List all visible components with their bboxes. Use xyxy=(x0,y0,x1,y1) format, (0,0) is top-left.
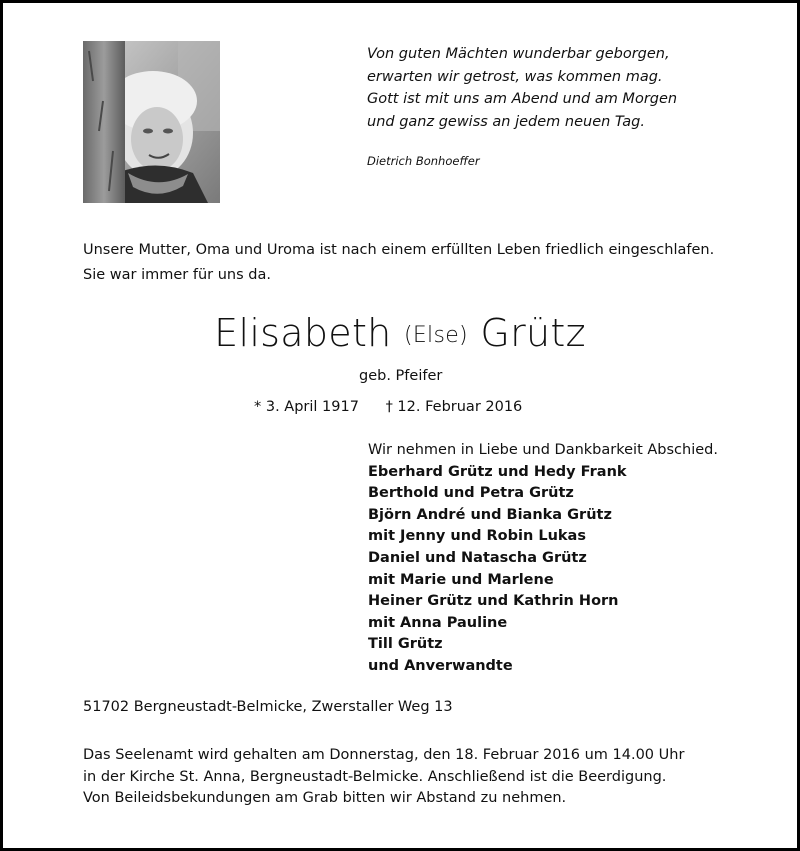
deceased-name xyxy=(3,311,797,355)
poem-author: Dietrich Bonhoeffer xyxy=(367,154,480,168)
mourner-line: Heiner Grütz und Kathrin Horn xyxy=(368,593,619,610)
service-info xyxy=(83,745,783,810)
mourner-line: mit Anna Pauline xyxy=(368,614,508,631)
intro-text xyxy=(83,238,763,288)
mourner-line: Eberhard Grütz und Hedy Frank xyxy=(368,463,627,480)
poem-quote xyxy=(367,43,787,133)
service-line: Das Seelenamt wird gehalten am Donnerstag, den 18. Februar 2016 um 14.00 Uhr xyxy=(83,747,685,763)
life-dates xyxy=(254,399,522,415)
poem-line: Von guten Mächten wunderbar geborgen, xyxy=(367,46,670,62)
intro-line: Sie war immer für uns da. xyxy=(83,267,271,283)
mourner-line: Björn André und Bianka Grütz xyxy=(368,506,612,523)
mourner-line: Till Grütz xyxy=(368,636,443,653)
service-line: Von Beileidsbekundungen am Grab bitten wir Abstand zu nehmen. xyxy=(83,790,567,806)
farewell-text: Wir nehmen in Liebe und Dankbarkeit Abschied. xyxy=(368,442,718,458)
address: 51702 Bergneustadt-Belmicke, Zwerstaller Weg 13 xyxy=(83,699,453,715)
poem-line: erwarten wir getrost, was kommen mag. xyxy=(367,68,663,85)
mourner-line: mit Marie und Marlene xyxy=(368,571,554,588)
service-line: in der Kirche St. Anna, Bergneustadt-Belmicke. Anschließend ist die Beerdigung. xyxy=(83,768,667,785)
poem-line: Gott ist mit uns am Abend und am Morgen xyxy=(367,91,678,107)
portrait-photo xyxy=(83,41,220,203)
birth-name: geb. Pfeifer xyxy=(359,368,443,384)
first-name: Elisabeth xyxy=(214,311,392,355)
death-date: † 12. Februar 2016 xyxy=(385,399,523,415)
mourner-line: Daniel und Natascha Grütz xyxy=(368,549,587,566)
poem-line: und ganz gewiss an jedem neuen Tag. xyxy=(367,113,645,130)
mourner-line: Berthold und Petra Grütz xyxy=(368,485,574,502)
mourners-list xyxy=(368,440,788,678)
mourner-line: mit Jenny und Robin Lukas xyxy=(368,528,586,545)
last-name: Grütz xyxy=(480,311,586,355)
nickname: (Else) xyxy=(403,323,468,348)
intro-line: Unsere Mutter, Oma und Uroma ist nach einem erfüllten Leben friedlich eingeschlafen. xyxy=(83,242,715,258)
portrait-image xyxy=(83,41,220,203)
mourner-line: und Anverwandte xyxy=(368,657,513,674)
birth-date: * 3. April 1917 xyxy=(254,399,359,415)
